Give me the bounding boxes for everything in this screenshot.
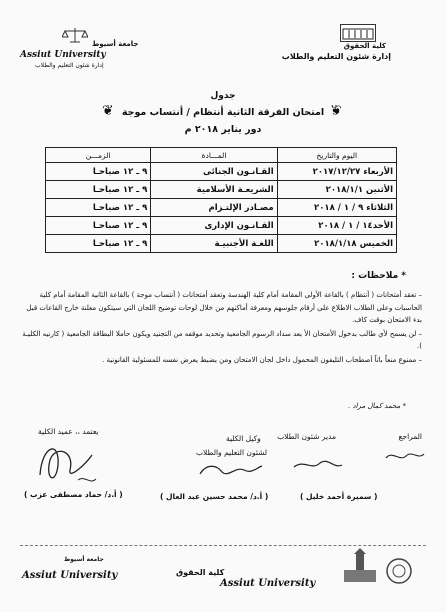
left-ornament-icon: ❦ (102, 103, 114, 119)
dean-title: يعتمد ،، عميد الكلية (38, 427, 99, 436)
notes-list (22, 289, 422, 367)
vice-dean-signature-icon (196, 460, 266, 482)
director-signature-icon (290, 455, 345, 475)
dean-name: ( أ.د/ حماد مصطفى عزب ) (24, 490, 123, 499)
faculty-logo (340, 24, 376, 42)
handwritten-note: * محمد كمال مراد . (348, 402, 406, 410)
vice-dean-name: ( أ.د/ محمد حسين عبد العال ) (160, 492, 269, 501)
note-item: – ممنوع منعاً باتاً أصطحاب التليفون المحمول داخل لجان الامتحان ومن يضبط يعرض نفسه للمسئولية القانونية . (102, 355, 422, 364)
row-subject: القـانـون الجنائى (151, 163, 277, 181)
row-subject: اللغـة الأجنبيـة (151, 235, 277, 253)
vice-dean-title-line1: وكيل الكلية (226, 434, 261, 443)
university-scales-icon (62, 26, 88, 48)
footer-rule (20, 545, 426, 546)
footer-right-org: جامعة أسيوط (64, 556, 104, 563)
row-time: ٩ ـ ١٢ صباحـا (46, 217, 151, 235)
table-row (46, 163, 397, 181)
row-subject: الشريعـة الأسلامية (151, 181, 277, 199)
university-tower-icon (340, 548, 380, 588)
director-title: مدير شئون الطلاب (277, 432, 336, 441)
row-time: ٩ ـ ١٢ صباحـا (46, 181, 151, 199)
left-org-line2: Assiut University (20, 50, 106, 60)
table-row (46, 199, 397, 217)
header-subject: المـــادة (151, 148, 277, 163)
right-ornament-icon: ❦ (330, 103, 342, 119)
note-item: – لن يسمح لأي طالب بدخول الأمتحان الأ بعد سداد الرسوم الجامعية وتحديد موقفه من التجنيد ويكون حاملا البطاقة الجامعية ( كارنيه الكليـة ). (22, 329, 422, 350)
title-line1: جدول (210, 91, 236, 101)
row-date: الأربعاء ٢٠١٧/١٢/٢٧ (277, 163, 396, 181)
row-subject: مصـادر الإلتـزام (151, 199, 277, 217)
right-org-line1: كلية الحقوق (343, 42, 386, 50)
left-org-line3: إدارة شئون التعليم والطلاب (35, 62, 104, 69)
table-row (46, 235, 397, 253)
reviewer-signature-icon (382, 448, 427, 468)
row-date: الأثنين ٢٠١٨/١/١ (277, 181, 396, 199)
table-row (46, 181, 397, 199)
row-time: ٩ ـ ١٢ صباحـا (46, 199, 151, 217)
row-date: الثلاثاء ٩ / ١ / ٢٠١٨ (277, 199, 396, 217)
row-time: ٩ ـ ١٢ صباحـا (46, 163, 151, 181)
table-header-row (46, 148, 397, 163)
table-row (46, 217, 397, 235)
row-date: الخميس ٢٠١٨/١/١٨ (277, 235, 396, 253)
university-seal-icon (384, 556, 414, 586)
exam-schedule-table (45, 147, 397, 253)
notes-heading: * ملاحظات : (351, 271, 406, 281)
footer-left-org: كلية الحقوق (176, 568, 225, 577)
footer-right-org-en: Assiut University (22, 570, 118, 581)
row-date: الأحد١٤ / ١ / ٢٠١٨ (277, 217, 396, 235)
title-line2: امتحان الفرقة الثانية أنتظام / أنتساب موجة (121, 107, 325, 118)
dean-signature-icon (30, 435, 100, 490)
footer-left-org-en: Assiut University (220, 578, 316, 589)
right-org-line2: إدارة شئون التعليم والطلاب (281, 52, 391, 61)
row-subject: القـانـون الإدارى (151, 217, 277, 235)
header-day-date: اليوم والتاريخ (277, 148, 396, 163)
note-item: – تعقد أمتحانات ( أنتظام ) بالقاعة الأولى المقامة أمام كلية الهندسة وتعقد أمتحانات ( أنتساب موجة ) بالقاعة الثانية المقامة أمام كلية الحاسبات وعلى الطلاب الاطلاع على أرقام جلوسهم ومعرفة أماكنهم من خلال لوحات توضيح اللجان التي سيتكون معلنة خارج القاعات قبل بدء الامتحان بوقت كاف. (26, 291, 422, 324)
vice-dean-title-line2: لشئون التعليم والطلاب (196, 448, 268, 457)
row-time: ٩ ـ ١٢ صباحـا (46, 235, 151, 253)
left-org-line1: جامعة أسيوط (92, 40, 139, 48)
header-time: الزمـــن (46, 148, 151, 163)
title-line3: دور يناير ٢٠١٨ م (184, 124, 262, 135)
director-name: ( سميرة أحمد خليل ) (300, 492, 378, 501)
reviewer-title: المراجع (398, 432, 422, 441)
building-icon (341, 25, 375, 41)
